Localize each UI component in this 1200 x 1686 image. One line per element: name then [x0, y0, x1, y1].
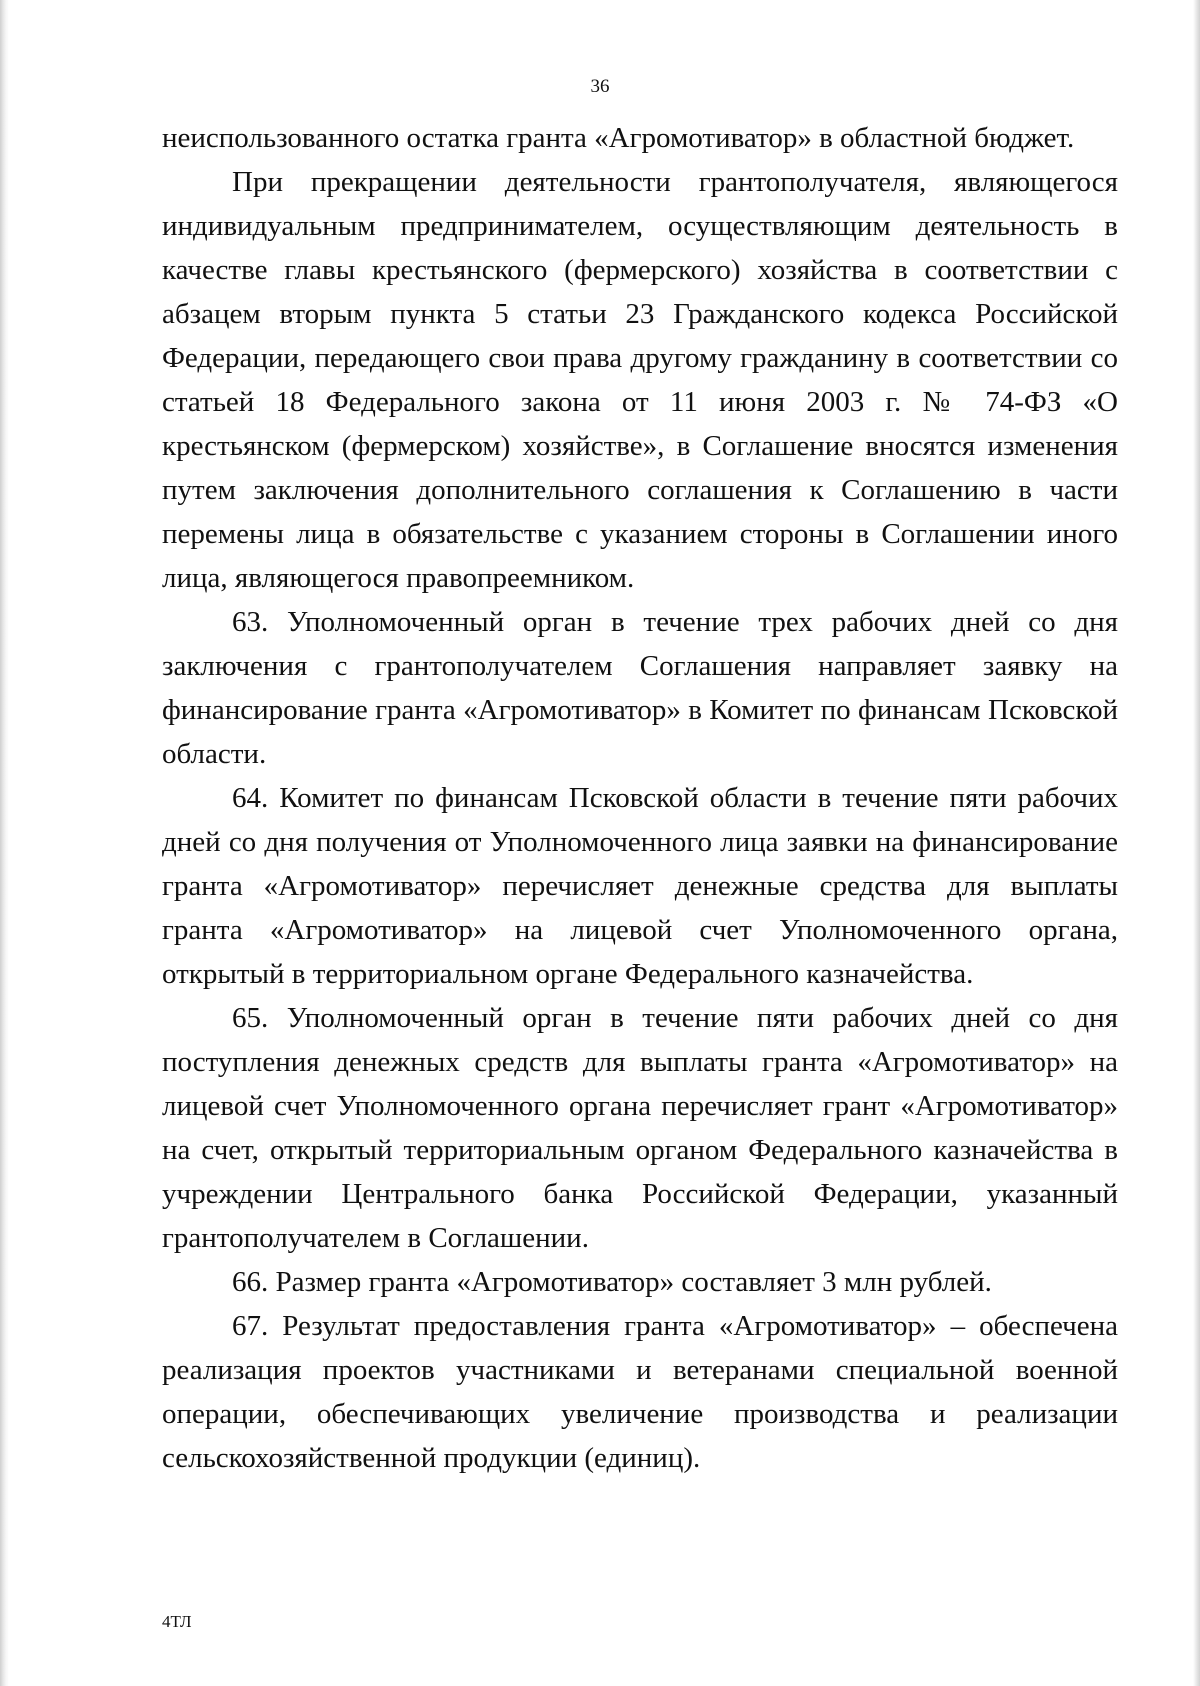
page-number: 36 [590, 76, 610, 97]
footer-code: 4ТЛ [162, 1612, 192, 1631]
scan-edge-right [1193, 0, 1200, 1686]
paragraph-item-64: 64. Комитет по финансам Псковской области в течение пяти рабочих дней со дня получения от Уполномоченного лица заявки на финансирование гранта «Агромотиватор» перечисляет денежные средства для выплаты гранта «Агромотиватор» на лицевой счет Уполномоченного органа, открытый в территориальном органе Федерального казначейства. [162, 782, 1118, 990]
paragraph-continuation: неиспользованного остатка гранта «Агромотиватор» в областной бюджет. [162, 122, 1075, 154]
document-body [162, 116, 1118, 1480]
paragraph-termination-clause: При прекращении деятельности грантополучателя, являющегося индивидуальным предпринимателем, осуществляющим деятельность в качестве главы крестьянского (фермерского) хозяйства в соответствии с абзацем вторым пункта 5 статьи 23 Гражданского кодекса Российской Федерации, передающего свои права другому гражданину в соответствии со статьей 18 Федерального закона от 11 июня 2003 г. № 74-ФЗ «О крестьянском (фермерском) хозяйстве», в Соглашение вносятся изменения путем заключения дополнительного соглашения к Соглашению в части перемены лица в обязательстве с указанием стороны в Соглашении иного лица, являющегося правопреемником. [162, 166, 1118, 594]
paragraph-item-67: 67. Результат предоставления гранта «Агромотиватор» – обеспечена реализация проектов участниками и ветеранами специальной военной операции, обеспечивающих увеличение производства и реализации сельскохозяйственной продукции (единиц). [162, 1310, 1118, 1474]
paragraph-item-63: 63. Уполномоченный орган в течение трех рабочих дней со дня заключения с грантополучателем Соглашения направляет заявку на финансирование гранта «Агромотиватор» в Комитет по финансам Псковской области. [162, 606, 1118, 770]
paragraph-item-65: 65. Уполномоченный орган в течение пяти рабочих дней со дня поступления денежных средств для выплаты гранта «Агромотиватор» на лицевой счет Уполномоченного органа перечисляет грант «Агромотиватор» на счет, открытый территориальным органом Федерального казначейства в учреждении Центрального банка Российской Федерации, указанный грантополучателем в Соглашении. [162, 1002, 1118, 1254]
paragraph-item-66: 66. Размер гранта «Агромотиватор» составляет 3 млн рублей. [232, 1266, 992, 1298]
scan-edge-left [0, 0, 9, 1686]
